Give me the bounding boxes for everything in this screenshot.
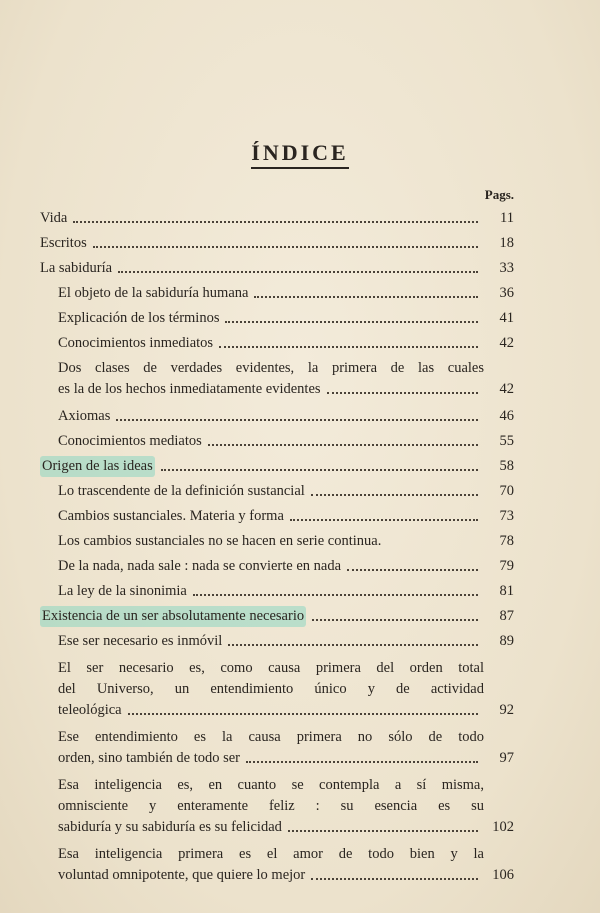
toc-subentry xyxy=(40,358,514,400)
toc-entry-page: 70 xyxy=(499,483,514,499)
toc-entry-line: Esa inteligencia es, en cuanto se contempla a sí misma, xyxy=(58,777,484,793)
toc-entry-label: Existencia de un ser absolutamente necesario xyxy=(40,606,306,627)
toc-entry-line: El ser necesario es, como causa primera del orden total xyxy=(58,660,484,676)
toc-entry-page: 81 xyxy=(499,583,514,599)
toc-entry-line: del Universo, un entendimiento único y de actividad xyxy=(58,681,484,697)
toc-entry-text xyxy=(58,775,484,838)
toc-subentry xyxy=(40,481,514,502)
toc-subentry xyxy=(40,506,514,527)
toc-entry-page: 33 xyxy=(499,260,514,276)
toc-entry-page: 42 xyxy=(499,381,514,397)
toc-entry-label: De la nada, nada sale : nada se convierte en nada xyxy=(58,558,342,574)
dot-leader xyxy=(312,619,478,621)
toc-subentry xyxy=(40,431,514,452)
toc-entry-text xyxy=(58,844,484,886)
toc-entry-last-line xyxy=(58,865,484,886)
toc-entry-line: teleológica xyxy=(58,702,122,718)
toc-entry-last-line xyxy=(58,748,484,769)
toc-subentry xyxy=(40,727,514,769)
dot-leader xyxy=(116,419,478,421)
toc-entry-label: Lo trascendente de la definición sustancial xyxy=(58,483,305,499)
toc-subentry xyxy=(40,658,514,721)
toc-entry-label: Axiomas xyxy=(58,408,111,424)
dot-leader xyxy=(93,246,478,248)
toc-entry-line: es la de los hechos inmediatamente evidentes xyxy=(58,381,321,397)
toc-entry-label: El objeto de la sabiduría humana xyxy=(58,285,249,301)
toc-subentry xyxy=(40,531,514,552)
toc-entry-page: 102 xyxy=(492,819,514,835)
toc-entry-page: 11 xyxy=(500,210,514,226)
toc-subentry xyxy=(40,581,514,602)
dot-leader xyxy=(128,713,478,715)
toc-subentry xyxy=(40,844,514,886)
toc-entry-page: 73 xyxy=(499,508,514,524)
toc-subentry xyxy=(40,333,514,354)
dot-leader xyxy=(225,321,478,323)
toc-entry-page: 97 xyxy=(499,750,514,766)
toc-entry-text xyxy=(58,727,484,769)
toc-entry-line: orden, sino también de todo ser xyxy=(58,750,241,766)
dot-leader xyxy=(347,569,478,571)
page-title: ÍNDICE xyxy=(0,140,600,166)
dot-leader xyxy=(219,346,478,348)
toc-entry-label: Conocimientos mediatos xyxy=(58,433,202,449)
toc-entry xyxy=(40,606,514,627)
toc-entry-page: 55 xyxy=(499,433,514,449)
toc-entry-page: 58 xyxy=(499,458,514,474)
toc-entry-label: Conocimientos inmediatos xyxy=(58,335,214,351)
toc-subentry xyxy=(40,308,514,329)
toc-entry-page: 42 xyxy=(499,335,514,351)
toc-entry xyxy=(40,258,514,279)
toc-entry-label: Vida xyxy=(40,210,68,226)
toc-entry xyxy=(40,456,514,477)
toc-entry-line: Esa inteligencia primera es el amor de todo bien y la xyxy=(58,846,484,862)
dot-leader xyxy=(327,392,478,394)
toc-entry-page: 106 xyxy=(492,867,514,883)
toc-entry xyxy=(40,208,514,229)
toc-entry-label: Cambios sustanciales. Materia y forma xyxy=(58,508,284,524)
toc-entry-last-line xyxy=(58,817,484,838)
toc-entry-line: Ese entendimiento es la causa primera no sólo de todo xyxy=(58,729,484,745)
dot-leader xyxy=(208,444,478,446)
dot-leader xyxy=(311,878,478,880)
toc-entry-label: Explicación de los términos xyxy=(58,310,220,326)
table-of-contents xyxy=(40,208,514,890)
toc-entry-page: 92 xyxy=(499,702,514,718)
dot-leader xyxy=(193,594,478,596)
dot-leader xyxy=(228,644,478,646)
toc-entry xyxy=(40,233,514,254)
toc-subentry xyxy=(40,631,514,652)
dot-leader xyxy=(311,494,478,496)
toc-entry-page: 18 xyxy=(499,235,514,251)
dot-leader xyxy=(73,221,478,223)
dot-leader xyxy=(161,469,478,471)
toc-entry-line: voluntad omnipotente, que quiere lo mejor xyxy=(58,867,306,883)
toc-subentry xyxy=(40,556,514,577)
dot-leader xyxy=(246,761,478,763)
toc-entry-label: Los cambios sustanciales no se hacen en serie continua. xyxy=(58,533,382,549)
toc-entry-page: 79 xyxy=(499,558,514,574)
toc-entry-last-line xyxy=(58,700,484,721)
dot-leader xyxy=(290,519,478,521)
dot-leader xyxy=(288,830,478,832)
toc-entry-line: Dos clases de verdades evidentes, la primera de las cuales xyxy=(58,360,484,376)
toc-entry-page: 46 xyxy=(499,408,514,424)
toc-entry-label: La ley de la sinonimia xyxy=(58,583,187,599)
toc-subentry xyxy=(40,775,514,838)
dot-leader xyxy=(387,544,478,546)
toc-entry-page: 41 xyxy=(499,310,514,326)
toc-entry-page: 78 xyxy=(499,533,514,549)
toc-entry-page: 87 xyxy=(499,608,514,624)
toc-entry-text xyxy=(58,658,484,721)
toc-entry-text xyxy=(58,358,484,400)
pages-column-header: Pags. xyxy=(484,187,514,202)
toc-subentry xyxy=(40,406,514,427)
toc-entry-label: Origen de las ideas xyxy=(40,456,155,477)
toc-entry-label: La sabiduría xyxy=(40,260,113,276)
toc-entry-last-line xyxy=(58,379,484,400)
toc-entry-page: 89 xyxy=(499,633,514,649)
toc-subentry xyxy=(40,283,514,304)
toc-entry-label: Escritos xyxy=(40,235,87,251)
toc-entry-line: sabiduría y su sabiduría es su felicidad xyxy=(58,819,282,835)
dot-leader xyxy=(118,271,478,273)
toc-entry-label: Ese ser necesario es inmóvil xyxy=(58,633,223,649)
dot-leader xyxy=(254,296,478,298)
toc-entry-page: 36 xyxy=(499,285,514,301)
toc-entry-line: omnisciente y enteramente feliz : su esencia es su xyxy=(58,798,484,814)
